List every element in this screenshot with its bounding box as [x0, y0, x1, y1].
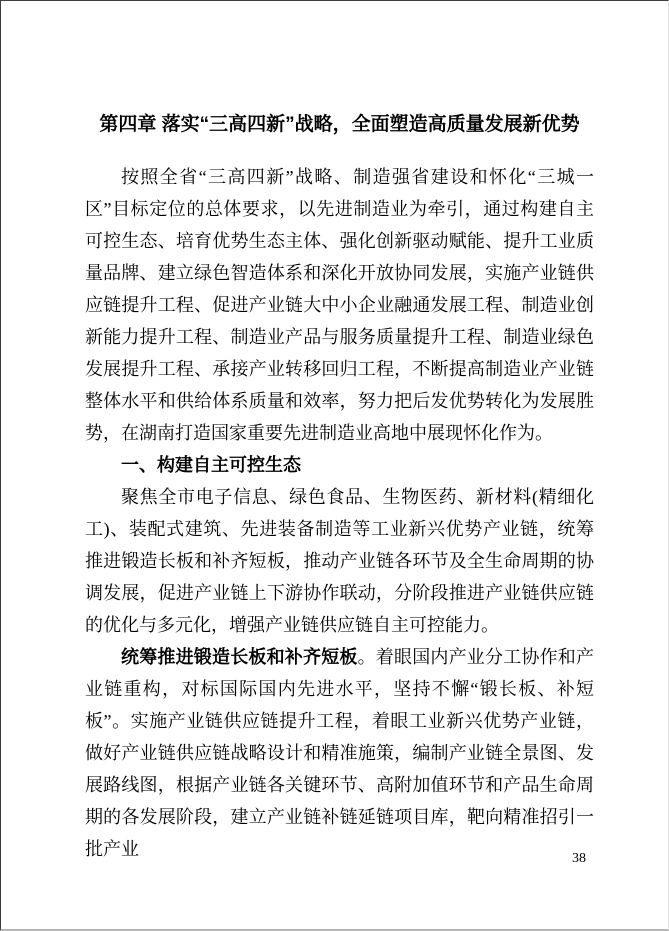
chapter-title: 第四章 落实“三高四新”战略，全面塑造高质量发展新优势 — [99, 114, 580, 135]
page-number: 38 — [572, 851, 586, 866]
section-one-heading: 一、构建自主可控生态 — [121, 455, 301, 475]
section-one-paragraph-1: 聚焦全市电子信息、绿色食品、生物医药、新材料(精细化工)、装配式建筑、先进装备制造等工业新兴优势产业链，统筹推进锻造长板和补齐短板，推动产业链各环节及全生命周期的协调发展，促进产业链上下游协作联动，分阶段推进产业链供应链的优化与多元化，增强产业链供应链自主可控能力。 — [85, 487, 594, 635]
intro-paragraph: 按照全省“三高四新”战略、制造强省建设和怀化“三城一区”目标定位的总体要求，以先进制造业为牵引，通过构建自主可控生态、培育优势生态主体、强化创新驱动赋能、提升工业质量品牌、建立绿色智造体系和深化开放协同发展，实施产业链供应链提升工程、促进产业链大中小企业融通发展工程、制造业创新能力提升工程、制造业产品与服务质量提升工程、制造业绿色发展提升工程、承接产业转移回归工程，不断提高制造业产业链整体水平和供给体系质量和效率，努力把后发优势转化为发展胜势，在湖南打造国家重要先进制造业高地中展现怀化作为。 — [85, 167, 594, 443]
paragraph-2-bold-lead: 统筹推进锻造长板和补齐短板 — [121, 647, 358, 667]
page-content — [85, 111, 594, 865]
section-one-paragraph-2 — [85, 641, 594, 865]
paragraph-2-rest: 。着眼国内产业分工协作和产业链重构，对标国际国内先进水平，坚持不懈“锻长板、补短板”。实施产业链供应链提升工程，着眼工业新兴优势产业链，做好产业链供应链战略设计和精准施策，编制产业链全景图、发展路线图，根据产业链各关键环节、高附加值环节和产品生命周期的各发展阶段，建立产业链补链延链项目库，靶向精准招引一批产业 — [85, 647, 595, 859]
